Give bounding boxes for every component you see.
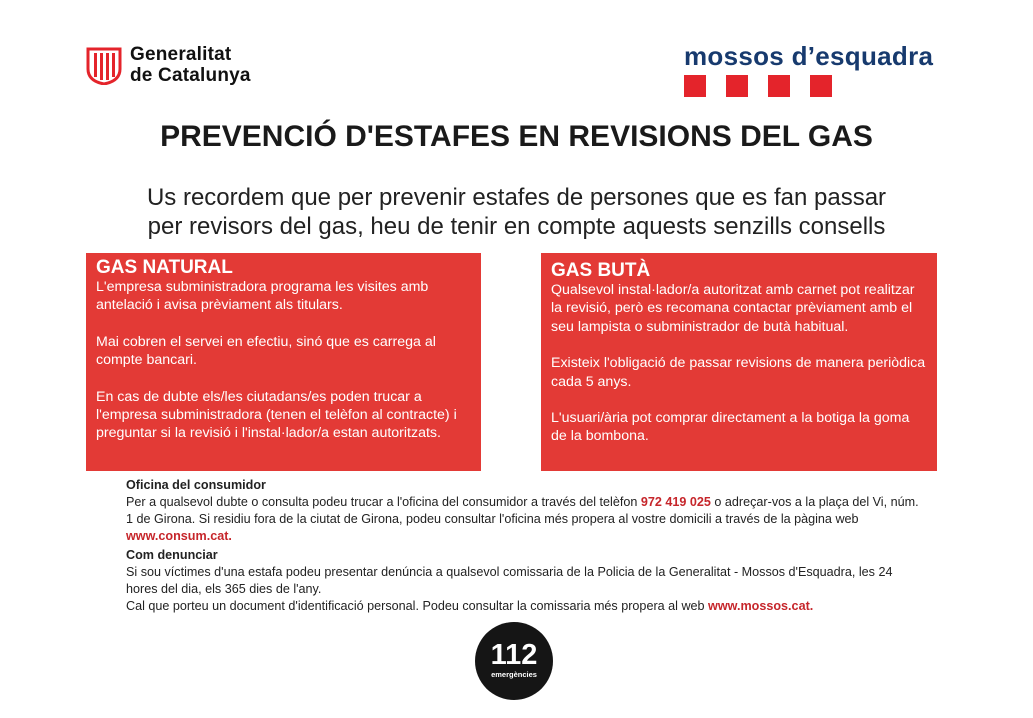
- mossos-logo: [684, 42, 933, 97]
- consumer-office-section: [126, 477, 926, 545]
- mossos-square: [768, 75, 790, 97]
- emergency-label: emergències: [491, 670, 537, 679]
- report-heading: Com denunciar: [126, 548, 218, 562]
- page-title: PREVENCIÓ D'ESTAFES EN REVISIONS DEL GAS: [160, 120, 873, 153]
- gas-buta-paragraph: Existeix l'obligació de passar revisions de manera periòdica cada 5 anys.: [551, 355, 926, 390]
- mossos-square: [684, 75, 706, 97]
- report-section: [126, 547, 926, 615]
- emergency-number: 112: [490, 639, 538, 671]
- intro-text: [0, 183, 1033, 241]
- mossos-wordmark: mossos d’esquadra: [684, 41, 934, 71]
- gas-buta-box: [541, 253, 937, 471]
- consumer-office-text-before: Per a qualsevol dubte o consulta podeu trucar a l'oficina del consumidor a través del telèfon: [126, 495, 638, 509]
- generalitat-line2: de Catalunya: [130, 65, 251, 86]
- generalitat-wordmark: [130, 44, 251, 86]
- mossos-squares-icon: [684, 75, 933, 97]
- emergency-112-badge: [475, 622, 553, 700]
- intro-line1: Us recordem que per prevenir estafes de persones que es fan passar: [146, 184, 887, 211]
- gas-natural-title: GAS NATURAL: [96, 257, 233, 278]
- gas-buta-paragraph: Qualsevol instal·lador/a autoritzat amb carnet pot realitzar la revisió, però es recomana contactar prèviament amb el seu lampista o subministrador de butà habitual.: [551, 282, 915, 335]
- generalitat-emblem-icon: [86, 45, 122, 85]
- gas-natural-paragraph: En cas de dubte els/les ciutadans/es poden trucar a l'empresa subministradora (tenen el telèfon al contracte) i preguntar si la revisió i l'instal·lador/a estan autoritzats.: [96, 388, 457, 442]
- gas-buta-paragraph: L'usuari/ària pot comprar directament a la botiga la goma de la bombona.: [551, 410, 910, 445]
- generalitat-logo: [86, 44, 251, 86]
- report-text1: Si sou víctimes d'una estafa podeu presentar denúncia a qualsevol comissaria de la Policia de la Generalitat - Mossos d'Esquadra, les 24 hores del dia, els 365 dies de l'any.: [126, 565, 893, 596]
- gas-natural-paragraph: L'empresa subministradora programa les visites amb antelació i avisa prèviament als titulars.: [96, 279, 429, 314]
- consumer-office-text: [126, 494, 926, 545]
- intro-line2: per revisors del gas, heu de tenir en compte aquests senzills consells: [147, 213, 886, 240]
- consumer-office-text-after: o adreçar-vos a la plaça del Vi, núm. 1 de Girona. Si residiu fora de la ciutat de Girona, podeu consultar l'oficina més propera al vostre domicili a través de la pàgina web: [126, 495, 919, 526]
- mossos-square: [726, 75, 748, 97]
- generalitat-line1: Generalitat: [130, 44, 232, 65]
- gas-natural-box: [86, 253, 481, 471]
- gas-buta-title: GAS BUTÀ: [551, 260, 651, 281]
- consumer-office-web-link[interactable]: www.consum.cat.: [126, 529, 232, 543]
- report-text2: Cal que porteu un document d'identificació personal. Podeu consultar la comissaria més propera al web: [126, 599, 705, 613]
- gas-natural-paragraph: Mai cobren el servei en efectiu, sinó que es carrega al compte bancari.: [96, 333, 436, 369]
- mossos-square: [810, 75, 832, 97]
- report-text2-line: [126, 598, 926, 615]
- consumer-office-heading: Oficina del consumidor: [126, 478, 266, 492]
- consumer-office-phone[interactable]: 972 419 025: [640, 495, 711, 509]
- mossos-web-link[interactable]: www.mossos.cat.: [708, 599, 814, 613]
